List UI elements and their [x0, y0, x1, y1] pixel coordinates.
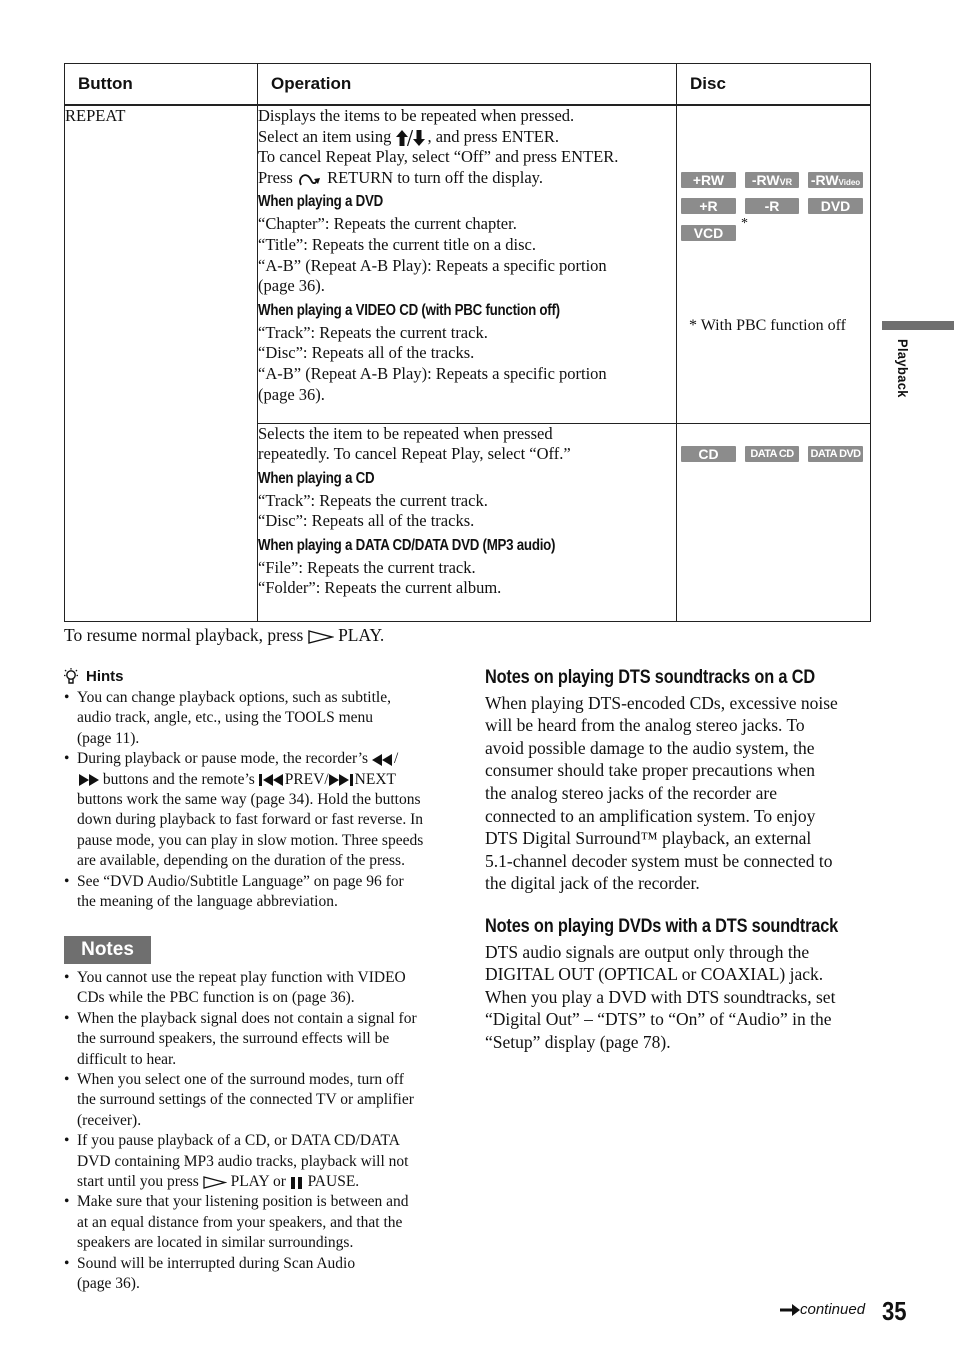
disc-badge-data-dvd: DATA DVD	[808, 446, 863, 462]
disc-badge-plus-r: +R	[681, 198, 736, 214]
notes-section	[64, 968, 450, 1295]
hint-item: • During playback or pause mode, the recorder’s / buttons and the remote’s PREV/ NEXT buttons work the same way (page 34). Hold the buttons down during playback to fast forward or fast reverse. In pause mode, you can play in slow motion. Three speeds are available, depending on the duration of the press.	[64, 749, 450, 871]
section-tab-label: Playback	[895, 339, 911, 398]
vcd-asterisk: *	[741, 216, 748, 231]
op-line: “Track”: Repeats the current track.	[258, 322, 488, 342]
continued-indicator: continued	[780, 1301, 865, 1318]
dts-dvd-heading: Notes on playing DVDs with a DTS soundtrack	[485, 916, 839, 937]
op-line: Displays the items to be repeated when pressed.	[258, 106, 575, 125]
data-subheading: When playing a DATA CD/DATA DVD (MP3 audio)	[258, 536, 556, 554]
note-item: • If you pause playback of a CD, or DATA CD/DATA DVD containing MP3 audio tracks, playback will not start until you press PLAY or PAUSE.	[64, 1131, 450, 1192]
previous-icon	[259, 774, 285, 786]
up-down-arrow-icon	[395, 130, 427, 146]
hint-item: • See “DVD Audio/Subtitle Language” on page 96 for the meaning of the language abbreviation.	[64, 872, 450, 913]
table-header-row	[65, 64, 871, 106]
op-line: Selects the item to be repeated when pressed	[258, 423, 553, 443]
operation-cell-cd-data	[258, 423, 677, 621]
vcd-subheading: When playing a VIDEO CD (with PBC function off)	[258, 301, 560, 319]
operation-cell-dvd-vcd	[258, 105, 677, 423]
disc-cell-2	[677, 423, 871, 621]
play-icon	[308, 630, 334, 644]
op-line: “File”: Repeats the current track.	[258, 557, 476, 577]
operations-table	[64, 63, 871, 622]
header-operation: Operation	[258, 64, 677, 106]
resume-instruction: To resume normal playback, press PLAY.	[64, 625, 385, 645]
op-line: “A-B” (Repeat A-B Play): Repeats a specific portion	[258, 363, 607, 383]
op-line-select: Select an item using , and press ENTER.	[258, 126, 560, 146]
rewind-icon	[372, 754, 394, 766]
dts-dvd-section	[485, 916, 871, 1054]
return-icon	[297, 171, 323, 187]
disc-badge-vcd: VCD	[681, 225, 736, 241]
op-line: “A-B” (Repeat A-B Play): Repeats a specific portion	[258, 255, 607, 275]
disc-badge-minus-r: -R	[745, 198, 799, 214]
arrow-right-icon	[780, 1304, 800, 1316]
op-line: “Disc”: Repeats all of the tracks.	[258, 343, 475, 363]
op-line: “Track”: Repeats the current track.	[258, 490, 488, 510]
section-tab-bar	[882, 321, 954, 330]
hint-item: • You can change playback options, such as subtitle, audio track, angle, etc., using the TOOLS menu (page 11).	[64, 688, 450, 749]
play-icon	[203, 1176, 227, 1189]
note-item: • You cannot use the repeat play function with VIDEO CDs while the PBC function is on (page 36).	[64, 968, 450, 1009]
fast-forward-icon	[77, 774, 99, 786]
lightbulb-icon	[64, 668, 78, 686]
op-line: (page 36).	[258, 276, 325, 296]
dvd-subheading: When playing a DVD	[258, 193, 383, 211]
note-item: • Sound will be interrupted during Scan Audio (page 36).	[64, 1254, 450, 1295]
op-line: “Disc”: Repeats all of the tracks.	[258, 511, 475, 531]
disc-badge-data-cd: DATA CD	[745, 446, 799, 462]
note-item: • Make sure that your listening position is between and at an equal distance from your speakers, and that the speakers are located in similar surroundings.	[64, 1192, 450, 1253]
dts-cd-heading: Notes on playing DTS soundtracks on a CD	[485, 667, 815, 688]
op-line: “Title”: Repeats the current title on a disc.	[258, 234, 536, 254]
disc-badge-plus-rw: +RW	[681, 172, 736, 188]
pause-icon	[290, 1177, 304, 1189]
page-number: 35	[882, 1296, 907, 1326]
pbc-footnote: * With PBC function off	[689, 317, 846, 334]
cd-subheading: When playing a CD	[258, 469, 375, 487]
header-disc: Disc	[677, 64, 871, 106]
op-line: To cancel Repeat Play, select “Off” and press ENTER.	[258, 147, 619, 167]
dts-dvd-body: DTS audio signals are output only through the DIGITAL OUT (OPTICAL or COAXIAL) jack. When you play a DVD with DTS soundtracks, set “Digital Out” – “DTS” to “On” of “Audio” in the “Setup” display (page 78).	[485, 941, 836, 1052]
hints-list	[64, 688, 450, 912]
notes-list	[64, 968, 450, 1295]
dts-cd-body: When playing DTS-encoded CDs, excessive noise will be heard from the analog stereo jacks. To avoid possible damage to the audio system, the consumer should take proper precautions when the analog stereo jacks of the recorder are connected to an amplification system. To enjoy DTS Digital Surround™ playback, an external 5.1-channel decoder system must be connected to the digital jack of the recorder.	[485, 692, 838, 894]
op-line-return: Press RETURN to turn off the display.	[258, 167, 543, 187]
disc-badge-cd: CD	[681, 446, 736, 462]
header-button: Button	[65, 64, 258, 106]
table-row	[65, 105, 871, 423]
hints-heading: Hints	[64, 667, 450, 687]
op-line: “Folder”: Repeats the current album.	[258, 578, 502, 598]
note-item: • When the playback signal does not contain a signal for the surround speakers, the surround effects will be difficult to hear.	[64, 1009, 450, 1070]
dts-cd-section	[485, 667, 871, 895]
note-item: • When you select one of the surround modes, turn off the surround settings of the connected TV or amplifier (receiver).	[64, 1070, 450, 1131]
disc-badge-minus-rw-vr: -RWVR	[745, 172, 799, 188]
hints-section	[64, 667, 450, 912]
op-line: “Chapter”: Repeats the current chapter.	[258, 214, 517, 234]
op-line: (page 36).	[258, 384, 325, 404]
next-icon	[329, 774, 355, 786]
notes-heading: Notes	[64, 936, 151, 964]
disc-badge-dvd: DVD	[808, 198, 863, 214]
disc-badge-minus-rw-video: -RWVideo	[808, 172, 863, 188]
op-line: repeatedly. To cancel Repeat Play, select “Off.”	[258, 444, 571, 464]
button-name: REPEAT	[65, 105, 258, 621]
disc-cell-1	[677, 105, 871, 423]
